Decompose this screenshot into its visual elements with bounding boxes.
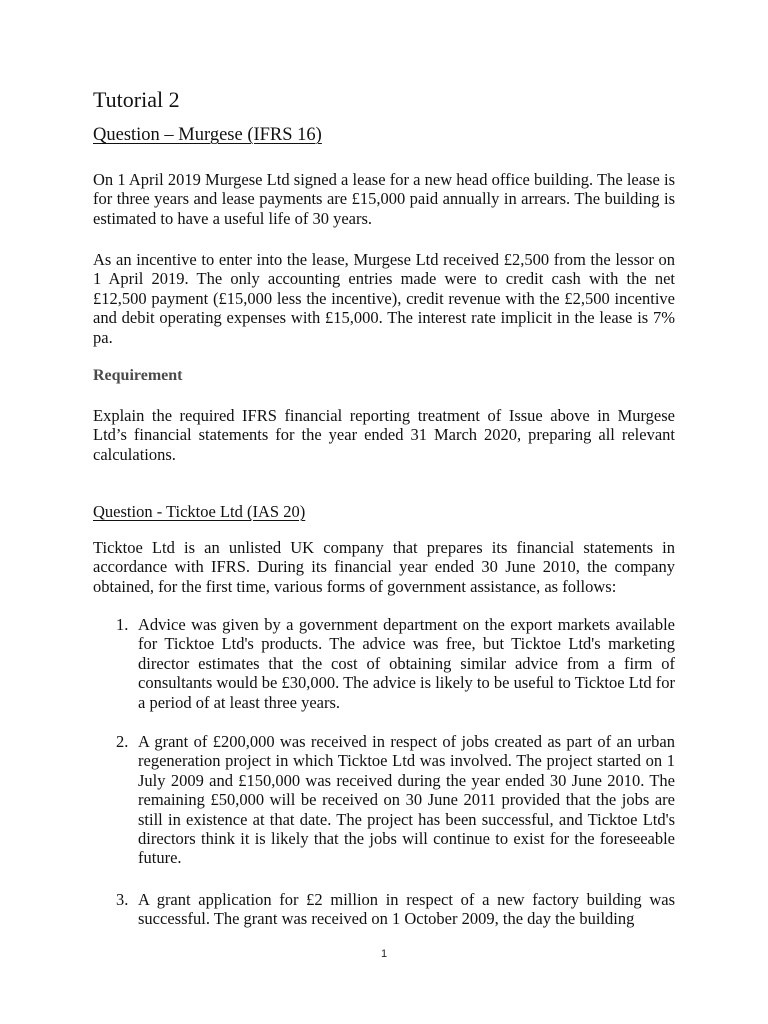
- list-item-text: Advice was given by a government department on the export markets available for Ticktoe Ltd's products. The advice was free, but Ticktoe Ltd's marketing director estimates that the cost of obtaining similar advice from a firm of consultants would be £30,000. The advice is likely to be useful to Ticktoe Ltd for a period of at least three years.: [138, 615, 675, 712]
- list-item-text: A grant of £200,000 was received in respect of jobs created as part of an urban regeneration project in which Ticktoe Ltd was involved. The project started on 1 July 2009 and £150,000 was received during the year ended 30 June 2010. The remaining £50,000 will be received on 30 June 2011 provided that the jobs are still in existence at that date. The project has been successful, and Ticktoe Ltd's directors think it is likely that the jobs will continue to exist for the foreseeable future.: [138, 732, 675, 868]
- murgese-paragraph-1: On 1 April 2019 Murgese Ltd signed a lease for a new head office building. The lease is for three years and lease payments are £15,000 paid annually in arrears. The building is estimated to have a useful life of 30 years.: [93, 170, 675, 228]
- list-item-number: 3.: [116, 890, 129, 909]
- question-murgese-heading: Question – Murgese (IFRS 16): [93, 125, 322, 145]
- page-number: 1: [380, 948, 388, 960]
- murgese-paragraph-2: As an incentive to enter into the lease, Murgese Ltd received £2,500 from the lessor on 1 April 2019. The only accounting entries made were to credit cash with the net £12,500 payment (£15,000 less the incentive), credit revenue with the £2,500 incentive and debit operating expenses with £15,000. The interest rate implicit in the lease is 7% pa.: [93, 250, 675, 347]
- list-item-number: 1.: [116, 615, 129, 634]
- document-title: Tutorial 2: [93, 87, 180, 112]
- list-item-number: 2.: [116, 732, 129, 751]
- list-item-text: A grant application for £2 million in respect of a new factory building was successful. The grant was received on 1 October 2009, the day the building: [138, 890, 675, 929]
- requirement-heading: Requirement: [93, 367, 183, 384]
- requirement-text: Explain the required IFRS financial reporting treatment of Issue above in Murgese Ltd’s financial statements for the year ended 31 March 2020, preparing all relevant calculations.: [93, 406, 675, 464]
- question-ticktoe-heading: Question - Ticktoe Ltd (IAS 20): [93, 502, 306, 521]
- ticktoe-intro: Ticktoe Ltd is an unlisted UK company that prepares its financial statements in accordance with IFRS. During its financial year ended 30 June 2010, the company obtained, for the first time, various forms of government assistance, as follows:: [93, 538, 675, 596]
